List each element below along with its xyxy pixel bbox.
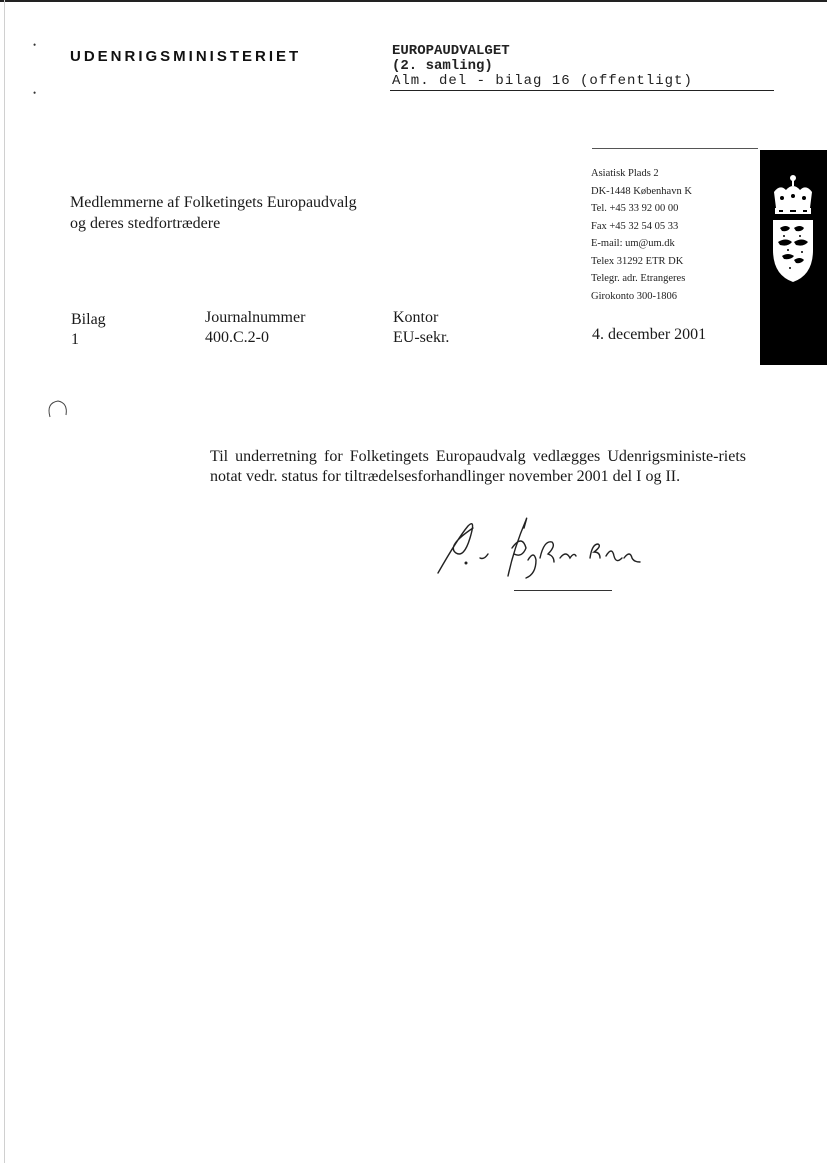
address-line: Telex 31292 ETR DK bbox=[591, 255, 684, 267]
left-scan-margin bbox=[4, 0, 5, 1163]
ministry-address bbox=[591, 165, 692, 305]
address-line: E-mail: um@um.dk bbox=[591, 238, 675, 249]
archive-stamp bbox=[392, 44, 693, 89]
handwritten-signature bbox=[428, 498, 658, 593]
bilag-label: Bilag bbox=[71, 311, 106, 328]
top-border bbox=[0, 0, 827, 2]
recipient-block bbox=[70, 192, 357, 234]
journal-label: Journalnummer bbox=[205, 309, 306, 326]
punch-hole-mark bbox=[44, 397, 70, 428]
stamp-reference: Alm. del - bilag 16 (offentligt) bbox=[392, 73, 693, 89]
letter-date: 4. december 2001 bbox=[592, 326, 707, 343]
bilag-field bbox=[71, 310, 106, 350]
stamp-session: (2. samling) bbox=[392, 58, 493, 74]
royal-crest-block bbox=[760, 150, 827, 365]
royal-crest-icon bbox=[760, 150, 827, 365]
scan-mark: • bbox=[33, 88, 37, 98]
kontor-label: Kontor bbox=[393, 309, 439, 326]
address-rule bbox=[592, 148, 758, 149]
signature-icon bbox=[428, 498, 658, 588]
address-line: Asiatisk Plads 2 bbox=[591, 168, 659, 179]
kontor-field bbox=[393, 308, 449, 348]
address-line: Tel. +45 33 92 00 00 bbox=[591, 203, 679, 214]
stamp-underline bbox=[390, 90, 774, 91]
address-line: Telegr. adr. Etrangeres bbox=[591, 273, 686, 284]
address-line: DK-1448 København K bbox=[591, 185, 692, 197]
stamp-committee: EUROPAUDVALGET bbox=[392, 43, 510, 59]
address-line: Girokonto 300-1806 bbox=[591, 290, 678, 302]
kontor-value: EU-sekr. bbox=[393, 329, 450, 346]
address-line: Fax +45 32 54 05 33 bbox=[591, 220, 679, 232]
signature-underline bbox=[514, 590, 612, 591]
recipient-line: Medlemmerne af Folketingets Europaudvalg bbox=[70, 194, 357, 211]
journal-field bbox=[205, 308, 305, 348]
scan-mark: • bbox=[33, 40, 37, 50]
journal-value: 400.C.2-0 bbox=[205, 329, 269, 346]
bilag-value: 1 bbox=[71, 331, 79, 348]
recipient-line: og deres stedfortrædere bbox=[70, 215, 221, 232]
letter-body: Til underretning for Folketingets Europaudvalg vedlægges Udenrigsministe-riets notat vedr. status for tiltrædelsesforhandlinger november 2001 del I og II. bbox=[210, 448, 746, 485]
ministry-name: UDENRIGSMINISTERIET bbox=[70, 48, 302, 65]
